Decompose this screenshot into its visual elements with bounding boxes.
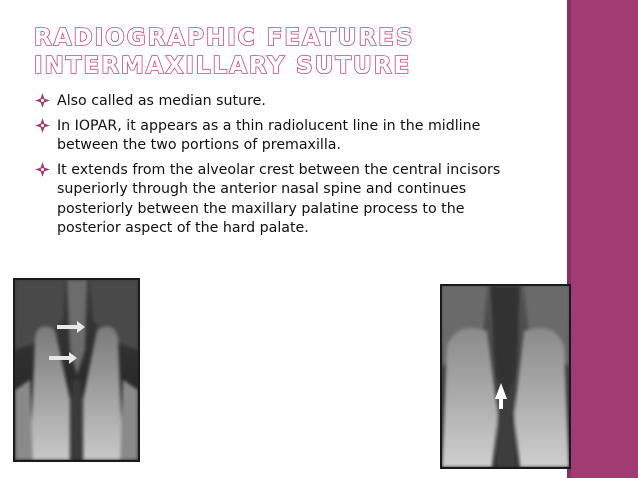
radiograph-left [13,278,140,462]
radiograph-right [440,284,571,469]
bullet-text: In IOPAR, it appears as a thin radiolucent line in the midline between the two portions of premaxilla. [57,117,481,153]
diamond-bullet-icon [35,162,50,177]
bullet-text: It extends from the alveolar crest between the central incisors superiorly through the anterior nasal spine and continues posteriorly between the maxillary palatine process to the posterior aspect of the hard palate. [57,161,501,236]
bullet-item [35,161,525,239]
accent-sidebar [567,0,638,478]
bullet-item [35,117,525,156]
bullet-text: Also called as median suture. [57,93,266,109]
diamond-bullet-icon [35,118,50,133]
bullet-item [35,92,525,112]
bullet-list [35,92,525,244]
diamond-bullet-icon [35,93,50,108]
slide-title: RADIOGRAPHIC FEATURES INTERMAXILLARY SUTURE [34,25,415,79]
